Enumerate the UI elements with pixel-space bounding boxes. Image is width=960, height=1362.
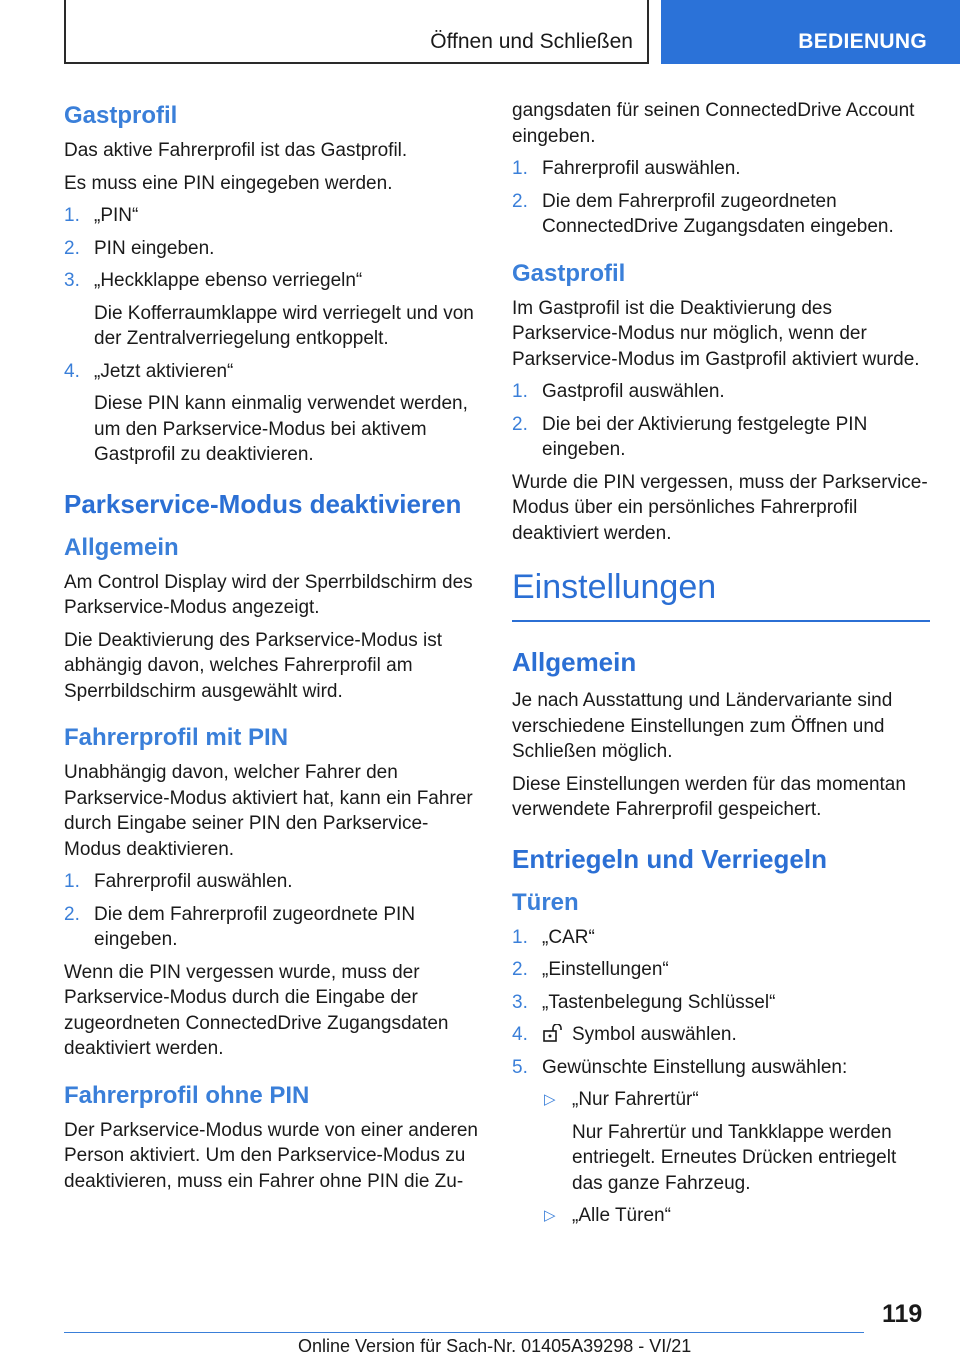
footer-online-version: Online Version für Sach-Nr. 01405A39298 - VI/21 <box>298 1336 692 1356</box>
step-number: 2. <box>64 903 80 925</box>
step-text: Fahrerprofil auswählen. <box>94 871 293 892</box>
step-text: Symbol auswählen. <box>572 1024 737 1045</box>
step-detail: Die Kofferraumklappe wird verriegelt und von der Zentralverriegelung entkoppelt. <box>94 302 474 349</box>
options-list <box>542 1087 930 1229</box>
steps-tueren <box>512 925 930 1229</box>
step-detail: Diese PIN kann einmalig verwendet werden, um den Parkservice-Modus bei aktivem Gastprofil zu deaktivieren. <box>94 393 468 465</box>
footer-divider <box>64 1332 864 1333</box>
step-text: Die dem Fahrerprofil zugeordneten ConnectedDrive Zugangsdaten eingeben. <box>542 190 894 237</box>
step-number: 1. <box>512 381 528 402</box>
step-text: „PIN“ <box>94 205 139 226</box>
steps-gastprofil-2 <box>512 379 930 463</box>
step-number: 4. <box>512 1024 528 1045</box>
left-column <box>64 98 482 1201</box>
step-text: Fahrerprofil auswählen. <box>542 158 741 179</box>
unlock-key-icon <box>542 1024 564 1042</box>
step-text: Die bei der Aktivierung festgelegte PIN eingeben. <box>542 413 868 460</box>
step-number: 1. <box>512 158 528 179</box>
list-item <box>512 990 930 1016</box>
heading-fahrerprofil-ohne-pin: Fahrerprofil ohne PIN <box>64 1081 310 1109</box>
list-item <box>64 203 482 229</box>
step-number: 2. <box>512 959 528 980</box>
list-item <box>64 236 482 262</box>
option-text: „Nur Fahrertür“ <box>572 1089 699 1110</box>
option-text: „Alle Türen“ <box>572 1205 671 1226</box>
paragraph: Diese Einstellungen werden für das momentan verwendete Fahrerprofil gespeichert. <box>512 773 906 820</box>
paragraph: Die Deaktivierung des Parkservice-Modus ist abhängig davon, welches Fahrerprofil am Sperrbildschirm ausgewählt wird. <box>64 629 443 702</box>
step-number: 3. <box>512 991 528 1013</box>
list-item <box>542 1203 930 1229</box>
heading-allgemein-2: Allgemein <box>512 647 637 677</box>
step-number: 1. <box>64 205 80 226</box>
step-number: 2. <box>512 413 528 435</box>
header-chapter-tab <box>661 0 960 64</box>
steps-mit-pin <box>64 869 482 953</box>
step-text: „Jetzt aktivieren“ <box>94 360 234 382</box>
step-number: 3. <box>64 270 80 291</box>
step-text: „CAR“ <box>542 926 595 948</box>
page-number: 119 <box>882 1300 923 1328</box>
paragraph: Es muss eine PIN eingegeben werden. <box>64 172 393 194</box>
heading-allgemein: Allgemein <box>64 533 179 561</box>
paragraph: gangsdaten für seinen ConnectedDrive Account eingeben. <box>512 100 915 147</box>
step-text: PIN eingeben. <box>94 237 215 259</box>
triangle-bullet-icon: ▷ <box>544 1207 556 1224</box>
step-text: „Heckklappe ebenso verriegeln“ <box>94 270 363 291</box>
right-column <box>512 98 930 1236</box>
step-number: 1. <box>64 871 80 892</box>
list-item <box>512 957 930 983</box>
list-item <box>64 902 482 953</box>
step-number: 2. <box>64 237 80 259</box>
list-item <box>512 379 930 405</box>
paragraph: Am Control Display wird der Sperrbildschirm des Parkservice-Modus angezeigt. <box>64 571 473 618</box>
list-item <box>64 268 482 352</box>
paragraph: Je nach Ausstattung und Ländervariante sind verschiedene Einstellungen zum Öffnen und Schließen möglich. <box>512 690 893 762</box>
step-text: „Einstellungen“ <box>542 959 669 980</box>
header-section-tab <box>64 0 649 64</box>
heading-entriegeln-verriegeln: Entriegeln und Verriegeln <box>512 843 827 874</box>
paragraph: Das aktive Fahrerprofil ist das Gastprofil. <box>64 140 408 161</box>
header-section-title: Öffnen und Schließen <box>430 30 633 53</box>
paragraph: Wenn die PIN vergessen wurde, muss der Parkservice-Modus durch die Eingabe der zugeordneten ConnectedDrive Zugangsdaten deaktiviert werden. <box>64 961 449 1059</box>
step-number: 2. <box>512 190 528 212</box>
step-text: Gastprofil auswählen. <box>542 381 725 402</box>
list-item <box>64 359 482 468</box>
list-item <box>512 156 930 182</box>
list-item <box>542 1087 930 1196</box>
heading-einstellungen: Einstellungen <box>512 562 930 622</box>
paragraph: Im Gastprofil ist die Deaktivierung des Parkservice-Modus nur möglich, wenn der Parkservice-Modus im Gastprofil aktiviert wurde. <box>512 297 920 370</box>
heading-gastprofil: Gastprofil <box>64 102 178 129</box>
heading-gastprofil-2: Gastprofil <box>512 259 626 287</box>
step-text: „Tastenbelegung Schlüssel“ <box>542 991 776 1013</box>
steps-ohne-pin <box>512 156 930 240</box>
paragraph: Der Parkservice-Modus wurde von einer anderen Person aktiviert. Um den Parkservice-Modus zu deaktivieren, muss ein Fahrer ohne PIN die Zu- <box>64 1119 478 1192</box>
step-number: 1. <box>512 926 528 948</box>
step-text: Gewünschte Einstellung auswählen: <box>542 1056 848 1078</box>
list-item <box>512 1055 930 1229</box>
heading-parkservice-deaktivieren: Parkservice-Modus deaktivieren <box>64 488 462 519</box>
list-item <box>512 412 930 463</box>
step-text: Die dem Fahrerprofil zugeordnete PIN eingeben. <box>94 903 416 950</box>
list-item <box>512 925 930 951</box>
option-detail: Nur Fahrertür und Tankklappe werden entriegelt. Erneutes Drücken entriegelt das ganze Fahrzeug. <box>572 1121 897 1194</box>
header-chapter-title: BEDIENUNG <box>798 30 927 53</box>
list-item <box>64 869 482 895</box>
steps-gastprofil <box>64 203 482 468</box>
heading-fahrerprofil-mit-pin: Fahrerprofil mit PIN <box>64 724 289 751</box>
step-number: 5. <box>512 1056 528 1078</box>
list-item <box>512 189 930 240</box>
triangle-bullet-icon: ▷ <box>544 1091 556 1108</box>
step-number: 4. <box>64 360 80 382</box>
paragraph: Unabhängig davon, welcher Fahrer den Parkservice-Modus aktiviert hat, kann ein Fahrer durch Eingabe seiner PIN den Parkservice-Modus deaktivieren. <box>64 762 473 860</box>
list-item <box>512 1022 930 1048</box>
paragraph: Wurde die PIN vergessen, muss der Parkservice-Modus über ein persönliches Fahrerprofil deaktiviert werden. <box>512 471 928 544</box>
heading-tueren: Türen <box>512 888 579 916</box>
